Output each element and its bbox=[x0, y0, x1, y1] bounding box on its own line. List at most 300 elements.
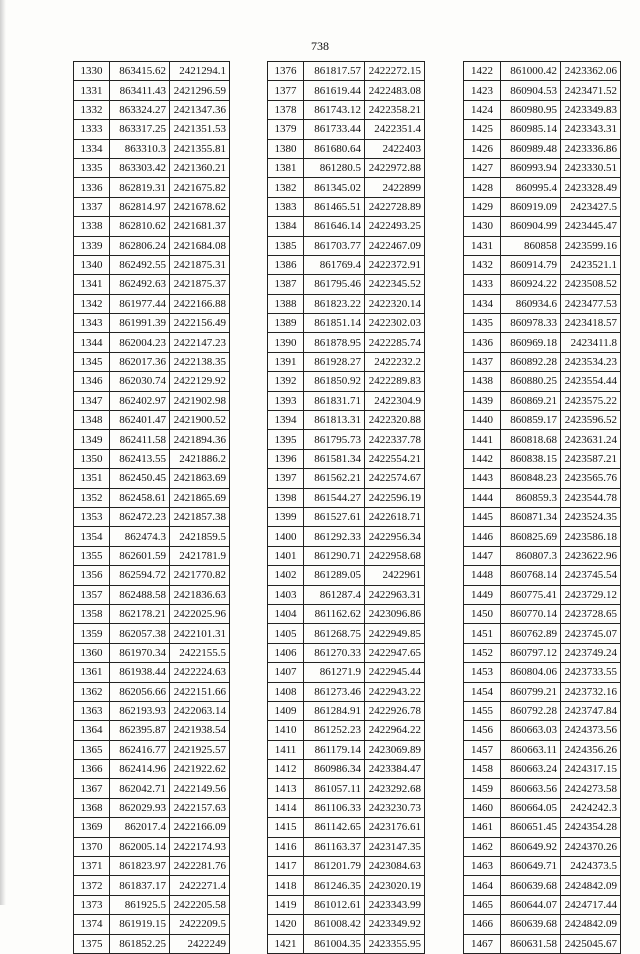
point-number: 1377 bbox=[268, 81, 304, 100]
point-number: 1361 bbox=[74, 663, 110, 682]
point-number: 1381 bbox=[268, 158, 304, 177]
point-number: 1417 bbox=[268, 857, 304, 876]
y-coordinate: 2422483.08 bbox=[365, 81, 425, 100]
point-number: 1442 bbox=[464, 449, 501, 468]
point-number: 1341 bbox=[74, 275, 110, 294]
point-number: 1334 bbox=[74, 139, 110, 158]
table-row bbox=[268, 314, 425, 333]
y-coordinate: 2423343.31 bbox=[561, 120, 621, 139]
table-row bbox=[464, 507, 621, 526]
point-number: 1410 bbox=[268, 721, 304, 740]
point-number: 1331 bbox=[74, 81, 110, 100]
x-coordinate: 861619.44 bbox=[304, 81, 365, 100]
point-number: 1433 bbox=[464, 275, 501, 294]
x-coordinate: 861290.71 bbox=[304, 546, 365, 565]
y-coordinate: 2421678.62 bbox=[170, 197, 230, 216]
scan-edge bbox=[0, 0, 6, 905]
y-coordinate: 2421875.31 bbox=[170, 255, 230, 274]
table-row bbox=[74, 682, 230, 701]
y-coordinate: 2421875.37 bbox=[170, 275, 230, 294]
point-number: 1412 bbox=[268, 760, 304, 779]
point-number: 1415 bbox=[268, 818, 304, 837]
point-number: 1421 bbox=[268, 934, 304, 953]
y-coordinate: 2423471.52 bbox=[561, 81, 621, 100]
y-coordinate: 2422232.2 bbox=[365, 352, 425, 371]
table-row bbox=[268, 837, 425, 856]
point-number: 1424 bbox=[464, 100, 501, 119]
x-coordinate: 861345.02 bbox=[304, 178, 365, 197]
x-coordinate: 860663.11 bbox=[501, 740, 561, 759]
point-number: 1395 bbox=[268, 430, 304, 449]
point-number: 1402 bbox=[268, 566, 304, 585]
point-number: 1357 bbox=[74, 585, 110, 604]
y-coordinate: 2422063.14 bbox=[170, 701, 230, 720]
point-number: 1403 bbox=[268, 585, 304, 604]
table-row bbox=[464, 100, 621, 119]
table-row bbox=[464, 585, 621, 604]
y-coordinate: 2423418.57 bbox=[561, 314, 621, 333]
x-coordinate: 862492.63 bbox=[110, 275, 170, 294]
point-number: 1370 bbox=[74, 837, 110, 856]
table-row bbox=[464, 430, 621, 449]
table-row bbox=[268, 624, 425, 643]
point-number: 1466 bbox=[464, 915, 501, 934]
point-number: 1459 bbox=[464, 779, 501, 798]
y-coordinate: 2423343.99 bbox=[365, 895, 425, 914]
table-row bbox=[464, 333, 621, 352]
x-coordinate: 861000.42 bbox=[501, 62, 561, 81]
y-coordinate: 2422899 bbox=[365, 178, 425, 197]
x-coordinate: 861928.27 bbox=[304, 352, 365, 371]
x-coordinate: 863324.27 bbox=[110, 100, 170, 119]
x-coordinate: 861581.34 bbox=[304, 449, 365, 468]
x-coordinate: 862395.87 bbox=[110, 721, 170, 740]
y-coordinate: 2423020.19 bbox=[365, 876, 425, 895]
y-coordinate: 2422138.35 bbox=[170, 352, 230, 371]
x-coordinate: 862029.93 bbox=[110, 798, 170, 817]
y-coordinate: 2423732.16 bbox=[561, 682, 621, 701]
table-row bbox=[464, 566, 621, 585]
x-coordinate: 860649.92 bbox=[501, 837, 561, 856]
table-row bbox=[268, 857, 425, 876]
x-coordinate: 860663.03 bbox=[501, 721, 561, 740]
point-number: 1457 bbox=[464, 740, 501, 759]
coordinate-table-2-body bbox=[268, 62, 425, 954]
y-coordinate: 2422403 bbox=[365, 139, 425, 158]
y-coordinate: 2424370.26 bbox=[561, 837, 621, 856]
x-coordinate: 862814.97 bbox=[110, 197, 170, 216]
table-row bbox=[464, 740, 621, 759]
y-coordinate: 2422151.66 bbox=[170, 682, 230, 701]
x-coordinate: 862057.38 bbox=[110, 624, 170, 643]
y-coordinate: 2424317.15 bbox=[561, 760, 621, 779]
point-number: 1356 bbox=[74, 566, 110, 585]
y-coordinate: 2421922.62 bbox=[170, 760, 230, 779]
x-coordinate: 860919.09 bbox=[501, 197, 561, 216]
table-row bbox=[268, 682, 425, 701]
y-coordinate: 2423147.35 bbox=[365, 837, 425, 856]
y-coordinate: 2422493.25 bbox=[365, 217, 425, 236]
point-number: 1384 bbox=[268, 217, 304, 236]
x-coordinate: 861850.92 bbox=[304, 372, 365, 391]
table-row bbox=[74, 100, 230, 119]
y-coordinate: 2424842.09 bbox=[561, 915, 621, 934]
point-number: 1358 bbox=[74, 604, 110, 623]
x-coordinate: 861851.14 bbox=[304, 314, 365, 333]
table-row bbox=[268, 876, 425, 895]
point-number: 1385 bbox=[268, 236, 304, 255]
table-row bbox=[268, 701, 425, 720]
x-coordinate: 860639.68 bbox=[501, 915, 561, 934]
point-number: 1434 bbox=[464, 294, 501, 313]
table-row bbox=[464, 158, 621, 177]
x-coordinate: 863415.62 bbox=[110, 62, 170, 81]
point-number: 1379 bbox=[268, 120, 304, 139]
x-coordinate: 861284.91 bbox=[304, 701, 365, 720]
y-coordinate: 2421355.81 bbox=[170, 139, 230, 158]
table-row bbox=[464, 372, 621, 391]
y-coordinate: 2422467.09 bbox=[365, 236, 425, 255]
x-coordinate: 861289.05 bbox=[304, 566, 365, 585]
x-coordinate: 862004.23 bbox=[110, 333, 170, 352]
table-row bbox=[268, 507, 425, 526]
point-number: 1463 bbox=[464, 857, 501, 876]
y-coordinate: 2423586.18 bbox=[561, 527, 621, 546]
x-coordinate: 860986.34 bbox=[304, 760, 365, 779]
x-coordinate: 861795.73 bbox=[304, 430, 365, 449]
table-row bbox=[268, 469, 425, 488]
y-coordinate: 2423328.49 bbox=[561, 178, 621, 197]
point-number: 1336 bbox=[74, 178, 110, 197]
y-coordinate: 2423745.07 bbox=[561, 624, 621, 643]
x-coordinate: 863310.3 bbox=[110, 139, 170, 158]
x-coordinate: 861273.46 bbox=[304, 682, 365, 701]
y-coordinate: 2423477.53 bbox=[561, 294, 621, 313]
x-coordinate: 862472.23 bbox=[110, 507, 170, 526]
table-row bbox=[74, 876, 230, 895]
y-coordinate: 2422358.21 bbox=[365, 100, 425, 119]
x-coordinate: 862414.96 bbox=[110, 760, 170, 779]
y-coordinate: 2422963.31 bbox=[365, 585, 425, 604]
table-row bbox=[268, 934, 425, 953]
point-number: 1405 bbox=[268, 624, 304, 643]
point-number: 1366 bbox=[74, 760, 110, 779]
x-coordinate: 862005.14 bbox=[110, 837, 170, 856]
table-row bbox=[74, 857, 230, 876]
y-coordinate: 2423524.35 bbox=[561, 507, 621, 526]
y-coordinate: 2423362.06 bbox=[561, 62, 621, 81]
x-coordinate: 862413.55 bbox=[110, 449, 170, 468]
table-row bbox=[74, 915, 230, 934]
x-coordinate: 861106.33 bbox=[304, 798, 365, 817]
x-coordinate: 862488.58 bbox=[110, 585, 170, 604]
y-coordinate: 2423747.84 bbox=[561, 701, 621, 720]
table-row bbox=[74, 488, 230, 507]
y-coordinate: 2421294.1 bbox=[170, 62, 230, 81]
y-coordinate: 2421347.36 bbox=[170, 100, 230, 119]
table-row bbox=[74, 294, 230, 313]
point-number: 1456 bbox=[464, 721, 501, 740]
point-number: 1399 bbox=[268, 507, 304, 526]
y-coordinate: 2423230.73 bbox=[365, 798, 425, 817]
point-number: 1462 bbox=[464, 837, 501, 856]
table-row bbox=[268, 352, 425, 371]
x-coordinate: 860664.05 bbox=[501, 798, 561, 817]
point-number: 1467 bbox=[464, 934, 501, 953]
table-row bbox=[268, 818, 425, 837]
x-coordinate: 861795.46 bbox=[304, 275, 365, 294]
y-coordinate: 2423292.68 bbox=[365, 779, 425, 798]
y-coordinate: 2423349.92 bbox=[365, 915, 425, 934]
point-number: 1367 bbox=[74, 779, 110, 798]
point-number: 1375 bbox=[74, 934, 110, 953]
point-number: 1437 bbox=[464, 352, 501, 371]
point-number: 1347 bbox=[74, 391, 110, 410]
x-coordinate: 861163.37 bbox=[304, 837, 365, 856]
y-coordinate: 2422949.85 bbox=[365, 624, 425, 643]
coordinate-table-3 bbox=[463, 61, 621, 954]
table-row bbox=[268, 294, 425, 313]
table-row bbox=[268, 372, 425, 391]
x-coordinate: 860892.28 bbox=[501, 352, 561, 371]
y-coordinate: 2423521.1 bbox=[561, 255, 621, 274]
x-coordinate: 861743.12 bbox=[304, 100, 365, 119]
y-coordinate: 2422972.88 bbox=[365, 158, 425, 177]
point-number: 1406 bbox=[268, 643, 304, 662]
x-coordinate: 860768.14 bbox=[501, 566, 561, 585]
y-coordinate: 2421296.59 bbox=[170, 81, 230, 100]
y-coordinate: 2422320.88 bbox=[365, 411, 425, 430]
point-number: 1343 bbox=[74, 314, 110, 333]
x-coordinate: 860858 bbox=[501, 236, 561, 255]
table-row bbox=[74, 178, 230, 197]
point-number: 1407 bbox=[268, 663, 304, 682]
y-coordinate: 2421351.53 bbox=[170, 120, 230, 139]
y-coordinate: 2423336.86 bbox=[561, 139, 621, 158]
table-row bbox=[268, 236, 425, 255]
x-coordinate: 862030.74 bbox=[110, 372, 170, 391]
x-coordinate: 862193.93 bbox=[110, 701, 170, 720]
y-coordinate: 2422945.44 bbox=[365, 663, 425, 682]
y-coordinate: 2423596.52 bbox=[561, 411, 621, 430]
y-coordinate: 2422947.65 bbox=[365, 643, 425, 662]
x-coordinate: 861527.61 bbox=[304, 507, 365, 526]
x-coordinate: 860993.94 bbox=[501, 158, 561, 177]
point-number: 1426 bbox=[464, 139, 501, 158]
point-number: 1428 bbox=[464, 178, 501, 197]
table-row bbox=[464, 120, 621, 139]
x-coordinate: 860663.56 bbox=[501, 779, 561, 798]
point-number: 1429 bbox=[464, 197, 501, 216]
point-number: 1435 bbox=[464, 314, 501, 333]
x-coordinate: 860904.99 bbox=[501, 217, 561, 236]
y-coordinate: 2423069.89 bbox=[365, 740, 425, 759]
point-number: 1465 bbox=[464, 895, 501, 914]
point-number: 1454 bbox=[464, 682, 501, 701]
y-coordinate: 2423330.51 bbox=[561, 158, 621, 177]
table-row bbox=[464, 314, 621, 333]
table-row bbox=[74, 779, 230, 798]
x-coordinate: 861733.44 bbox=[304, 120, 365, 139]
x-coordinate: 862411.58 bbox=[110, 430, 170, 449]
table-row bbox=[268, 798, 425, 817]
point-number: 1420 bbox=[268, 915, 304, 934]
x-coordinate: 862416.77 bbox=[110, 740, 170, 759]
table-row bbox=[268, 779, 425, 798]
x-coordinate: 862819.31 bbox=[110, 178, 170, 197]
x-coordinate: 860631.58 bbox=[501, 934, 561, 953]
x-coordinate: 861008.42 bbox=[304, 915, 365, 934]
point-number: 1390 bbox=[268, 333, 304, 352]
y-coordinate: 2422249 bbox=[170, 934, 230, 953]
page-number: 738 bbox=[311, 39, 329, 53]
table-row bbox=[74, 372, 230, 391]
table-row bbox=[464, 682, 621, 701]
x-coordinate: 863303.42 bbox=[110, 158, 170, 177]
x-coordinate: 861813.31 bbox=[304, 411, 365, 430]
y-coordinate: 2423565.76 bbox=[561, 469, 621, 488]
x-coordinate: 860924.22 bbox=[501, 275, 561, 294]
table-row bbox=[268, 255, 425, 274]
table-row bbox=[268, 62, 425, 81]
y-coordinate: 2424273.58 bbox=[561, 779, 621, 798]
table-row bbox=[74, 275, 230, 294]
point-number: 1345 bbox=[74, 352, 110, 371]
point-number: 1330 bbox=[74, 62, 110, 81]
y-coordinate: 2421770.82 bbox=[170, 566, 230, 585]
point-number: 1338 bbox=[74, 217, 110, 236]
x-coordinate: 860639.68 bbox=[501, 876, 561, 895]
point-number: 1427 bbox=[464, 158, 501, 177]
point-number: 1393 bbox=[268, 391, 304, 410]
y-coordinate: 2422271.4 bbox=[170, 876, 230, 895]
point-number: 1422 bbox=[464, 62, 501, 81]
table-row bbox=[268, 430, 425, 449]
y-coordinate: 2424354.28 bbox=[561, 818, 621, 837]
point-number: 1431 bbox=[464, 236, 501, 255]
table-row bbox=[464, 139, 621, 158]
point-number: 1364 bbox=[74, 721, 110, 740]
table-row bbox=[268, 740, 425, 759]
x-coordinate: 862474.3 bbox=[110, 527, 170, 546]
table-row bbox=[464, 624, 621, 643]
table-row bbox=[464, 81, 621, 100]
x-coordinate: 860978.33 bbox=[501, 314, 561, 333]
x-coordinate: 860799.21 bbox=[501, 682, 561, 701]
y-coordinate: 2422224.63 bbox=[170, 663, 230, 682]
point-number: 1380 bbox=[268, 139, 304, 158]
table-row bbox=[464, 643, 621, 662]
point-number: 1443 bbox=[464, 469, 501, 488]
x-coordinate: 860914.79 bbox=[501, 255, 561, 274]
table-row bbox=[74, 837, 230, 856]
table-row bbox=[464, 275, 621, 294]
point-number: 1392 bbox=[268, 372, 304, 391]
point-number: 1448 bbox=[464, 566, 501, 585]
y-coordinate: 2422596.19 bbox=[365, 488, 425, 507]
table-row bbox=[74, 430, 230, 449]
x-coordinate: 862810.62 bbox=[110, 217, 170, 236]
point-number: 1396 bbox=[268, 449, 304, 468]
table-row bbox=[74, 314, 230, 333]
y-coordinate: 2423544.78 bbox=[561, 488, 621, 507]
x-coordinate: 861252.23 bbox=[304, 721, 365, 740]
point-number: 1451 bbox=[464, 624, 501, 643]
y-coordinate: 2422372.91 bbox=[365, 255, 425, 274]
point-number: 1441 bbox=[464, 430, 501, 449]
table-row bbox=[74, 81, 230, 100]
table-row bbox=[464, 779, 621, 798]
point-number: 1432 bbox=[464, 255, 501, 274]
x-coordinate: 861280.5 bbox=[304, 158, 365, 177]
y-coordinate: 2423554.44 bbox=[561, 372, 621, 391]
point-number: 1461 bbox=[464, 818, 501, 837]
point-number: 1360 bbox=[74, 643, 110, 662]
y-coordinate: 2423084.63 bbox=[365, 857, 425, 876]
point-number: 1450 bbox=[464, 604, 501, 623]
y-coordinate: 2422101.31 bbox=[170, 624, 230, 643]
point-number: 1404 bbox=[268, 604, 304, 623]
x-coordinate: 861852.25 bbox=[110, 934, 170, 953]
x-coordinate: 862492.55 bbox=[110, 255, 170, 274]
table-row bbox=[74, 217, 230, 236]
point-number: 1382 bbox=[268, 178, 304, 197]
table-row bbox=[268, 178, 425, 197]
table-row bbox=[74, 643, 230, 662]
point-number: 1436 bbox=[464, 333, 501, 352]
y-coordinate: 2422958.68 bbox=[365, 546, 425, 565]
x-coordinate: 861823.97 bbox=[110, 857, 170, 876]
table-row bbox=[464, 488, 621, 507]
x-coordinate: 862458.61 bbox=[110, 488, 170, 507]
table-row bbox=[268, 915, 425, 934]
y-coordinate: 2423745.54 bbox=[561, 566, 621, 585]
y-coordinate: 2422964.22 bbox=[365, 721, 425, 740]
y-coordinate: 2424373.5 bbox=[561, 857, 621, 876]
point-number: 1439 bbox=[464, 391, 501, 410]
y-coordinate: 2421886.2 bbox=[170, 449, 230, 468]
y-coordinate: 2421360.21 bbox=[170, 158, 230, 177]
point-number: 1389 bbox=[268, 314, 304, 333]
table-row bbox=[74, 566, 230, 585]
x-coordinate: 861162.62 bbox=[304, 604, 365, 623]
y-coordinate: 2423728.65 bbox=[561, 604, 621, 623]
table-row bbox=[74, 391, 230, 410]
table-row bbox=[74, 333, 230, 352]
table-row bbox=[464, 857, 621, 876]
x-coordinate: 863411.43 bbox=[110, 81, 170, 100]
y-coordinate: 2422337.78 bbox=[365, 430, 425, 449]
point-number: 1348 bbox=[74, 411, 110, 430]
y-coordinate: 2421675.82 bbox=[170, 178, 230, 197]
x-coordinate: 861919.15 bbox=[110, 915, 170, 934]
x-coordinate: 860762.89 bbox=[501, 624, 561, 643]
y-coordinate: 2421925.57 bbox=[170, 740, 230, 759]
table-row bbox=[268, 721, 425, 740]
x-coordinate: 861142.65 bbox=[304, 818, 365, 837]
table-row bbox=[268, 643, 425, 662]
y-coordinate: 2421938.54 bbox=[170, 721, 230, 740]
point-number: 1460 bbox=[464, 798, 501, 817]
x-coordinate: 861179.14 bbox=[304, 740, 365, 759]
y-coordinate: 2422174.93 bbox=[170, 837, 230, 856]
table-row bbox=[74, 740, 230, 759]
y-coordinate: 2422272.15 bbox=[365, 62, 425, 81]
point-number: 1430 bbox=[464, 217, 501, 236]
x-coordinate: 862056.66 bbox=[110, 682, 170, 701]
table-row bbox=[464, 760, 621, 779]
point-number: 1440 bbox=[464, 411, 501, 430]
